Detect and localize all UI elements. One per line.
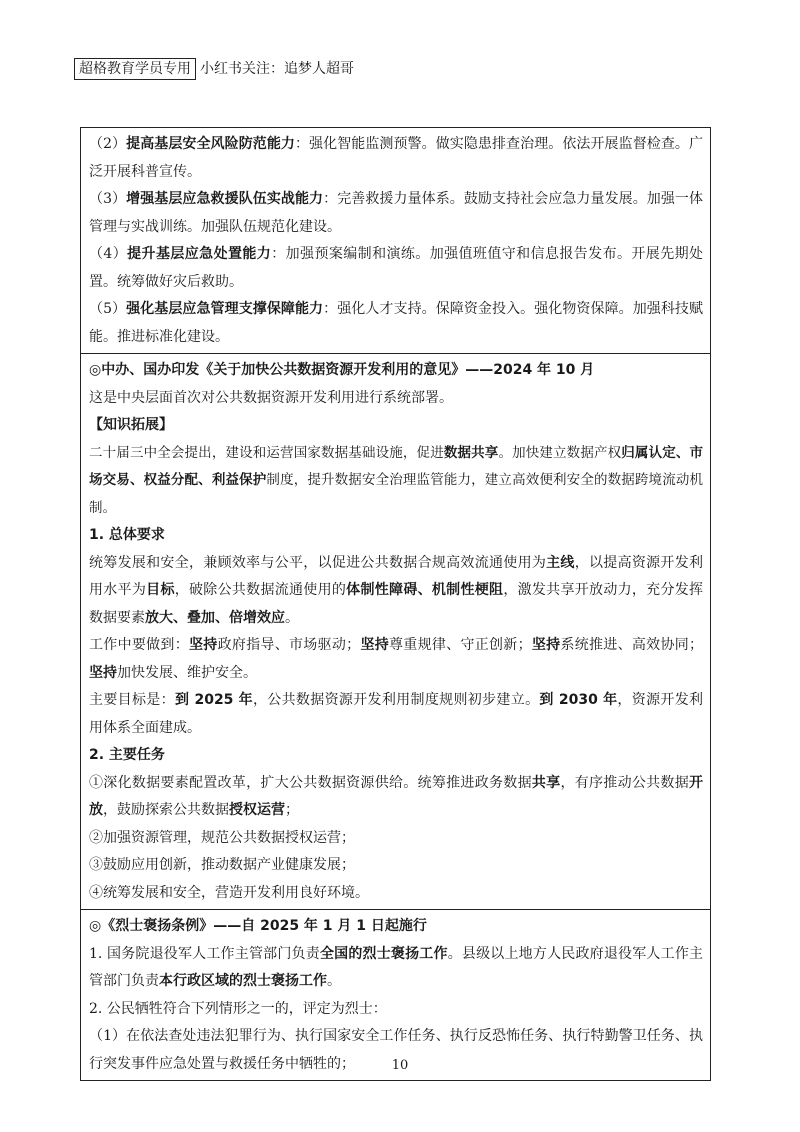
- text-run: ，鼓励探索公共数据: [103, 802, 229, 818]
- text-run: 主要目标是：: [89, 692, 175, 708]
- text-run: ；: [285, 802, 299, 818]
- paragraph: 2. 公民牺牲符合下列情形之一的，评定为烈士：: [89, 1000, 387, 1017]
- bold-run: 开放: [89, 774, 704, 818]
- item-number: （2）: [89, 136, 127, 152]
- text-run: ，激发共享开放动力，充分发挥数据要素: [89, 582, 704, 626]
- paragraph: [89, 241, 703, 296]
- text-run: 制度，提升数据安全治理监管能力，建立高效便利安全的数据跨境流动机制。: [89, 472, 704, 516]
- text-run: ，公共数据资源开发利用制度规则初步建立。: [252, 692, 540, 708]
- text-run: ，以提高资源开发利用水平为: [89, 554, 704, 598]
- bold-run: 目标: [146, 582, 175, 598]
- section-martyrs-regulation: [81, 909, 710, 1080]
- subheading-tasks: 2. 主要任务: [89, 747, 165, 763]
- bold-run: 到 2030 年: [539, 692, 618, 708]
- text-run: 尊重规律、守正创新；: [389, 637, 532, 653]
- item-heading: 提高基层安全风险防范能力: [126, 136, 295, 152]
- paragraph: ③鼓励应用创新，推动数据产业健康发展；: [89, 857, 355, 873]
- paragraph: [89, 941, 703, 996]
- bold-run: 共享: [531, 774, 561, 791]
- paragraph: [89, 131, 703, 186]
- page-number: 10: [391, 1058, 409, 1073]
- paragraph: [89, 770, 703, 825]
- bold-run: 主线: [546, 554, 575, 571]
- item-text: ：加强预案编制和演练。加强值班值守和信息报告发布。开展先期处置。统筹做好灾后救助。: [89, 246, 704, 290]
- bold-run: 坚持: [89, 664, 117, 681]
- item-heading: 增强基层应急救援队伍实战能力: [126, 191, 324, 207]
- page-header: [74, 58, 354, 80]
- text-run: ，破除公共数据流通使用的: [174, 582, 347, 598]
- section-intro: 这是中央层面首次对公共数据资源开发利用进行系统部署。: [89, 389, 453, 406]
- paragraph: [89, 186, 703, 241]
- knowledge-label: 【知识拓展】: [89, 417, 173, 433]
- item-text: ：完善救援力量体系。鼓励支持社会应急力量发展。加强一体管理与实战训练。加强队伍规范化建设。: [89, 191, 704, 235]
- section-title: ◎中办、国办印发《关于加快公共数据资源开发利用的意见》——2024 年 10 月: [89, 362, 595, 378]
- bold-run: 授权运营: [229, 802, 285, 818]
- text-run: 二十届三中全会提出，建设和运营国家数据基础设施，促进: [89, 444, 444, 461]
- text-run: 。: [327, 973, 341, 989]
- bold-run: 归属认定、市场交易、权益分配、利益保护: [89, 444, 704, 488]
- text-run: 系统推进、高效协同；: [560, 637, 704, 653]
- bold-run: 全国的烈士褒扬工作: [319, 945, 448, 962]
- item-number: （5）: [89, 301, 127, 317]
- bold-run: 坚持: [189, 637, 218, 653]
- knowledge-paragraph: [89, 440, 703, 523]
- item-text: ：强化人才支持。保障资金投入。强化物资保障。加强科技赋能。推进标准化建设。: [89, 301, 704, 345]
- text-run: 。: [285, 609, 299, 626]
- item-heading: 提升基层应急处置能力: [127, 246, 272, 262]
- item-number: （3）: [89, 191, 127, 207]
- content-table: [80, 127, 711, 1081]
- item-heading: 强化基层应急管理支撑保障能力: [126, 301, 324, 317]
- bold-run: 到 2025 年: [174, 692, 253, 708]
- text-run: 。县级以上地方人民政府退役军人工作主管部门负责: [89, 945, 704, 989]
- text-run: ①深化数据要素配置改革，扩大公共数据资源供给。统筹推进政务数据: [89, 774, 532, 791]
- paragraph: ②加强资源管理，规范公共数据授权运营；: [89, 829, 355, 846]
- subheading-overall: 1. 总体要求: [89, 527, 165, 543]
- bold-run: 本行政区域的烈士褒扬工作: [159, 973, 327, 989]
- paragraph: [89, 550, 703, 633]
- text-run: 统筹发展和安全，兼顾效率与公平，以促进公共数据合规高效流通使用为: [89, 554, 547, 571]
- bold-run: 放大、叠加、倍增效应: [145, 609, 285, 626]
- bold-run: 体制性障碍、机制性梗阻: [346, 582, 504, 598]
- bold-run: 坚持: [360, 637, 390, 653]
- header-follow-text: 小红书关注：追梦人超哥: [200, 61, 354, 77]
- text-run: 加快发展、维护安全。: [117, 664, 257, 681]
- item-number: （4）: [89, 246, 128, 262]
- paragraph: （1）在依法查处违法犯罪行为、执行国家安全工作任务、执行反恐怖任务、执行特勤警卫任务、执行突发事件应急处置与救援任务中牺牲的；: [89, 1028, 703, 1072]
- paragraph: [89, 687, 703, 742]
- paragraph: [89, 632, 703, 687]
- text-run: ，有序推动公共数据: [560, 774, 690, 791]
- item-text: ：强化智能监测预警。做实隐患排查治理。依法开展监督检查。广泛开展科普宣传。: [89, 136, 703, 180]
- section-emergency-capability: [81, 128, 710, 353]
- section-public-data: [81, 353, 710, 909]
- text-run: 政府指导、市场驱动；: [217, 637, 361, 653]
- bold-run: 坚持: [531, 637, 561, 653]
- text-run: 1. 国务院退役军人工作主管部门负责: [89, 945, 320, 962]
- bold-run: 数据共享: [443, 444, 499, 461]
- text-run: ，资源开发利用体系全面建成。: [89, 692, 704, 736]
- paragraph: ④统筹发展和安全，营造开发利用良好环境。: [89, 884, 369, 901]
- header-badge: 超格教育学员专用: [74, 58, 196, 80]
- text-run: 。加快建立数据产权: [498, 444, 622, 461]
- text-run: 工作中要做到：: [89, 637, 189, 653]
- section-title: ◎《烈士褒扬条例》——自 2025 年 1 月 1 日起施行: [89, 918, 427, 934]
- paragraph: [89, 296, 703, 351]
